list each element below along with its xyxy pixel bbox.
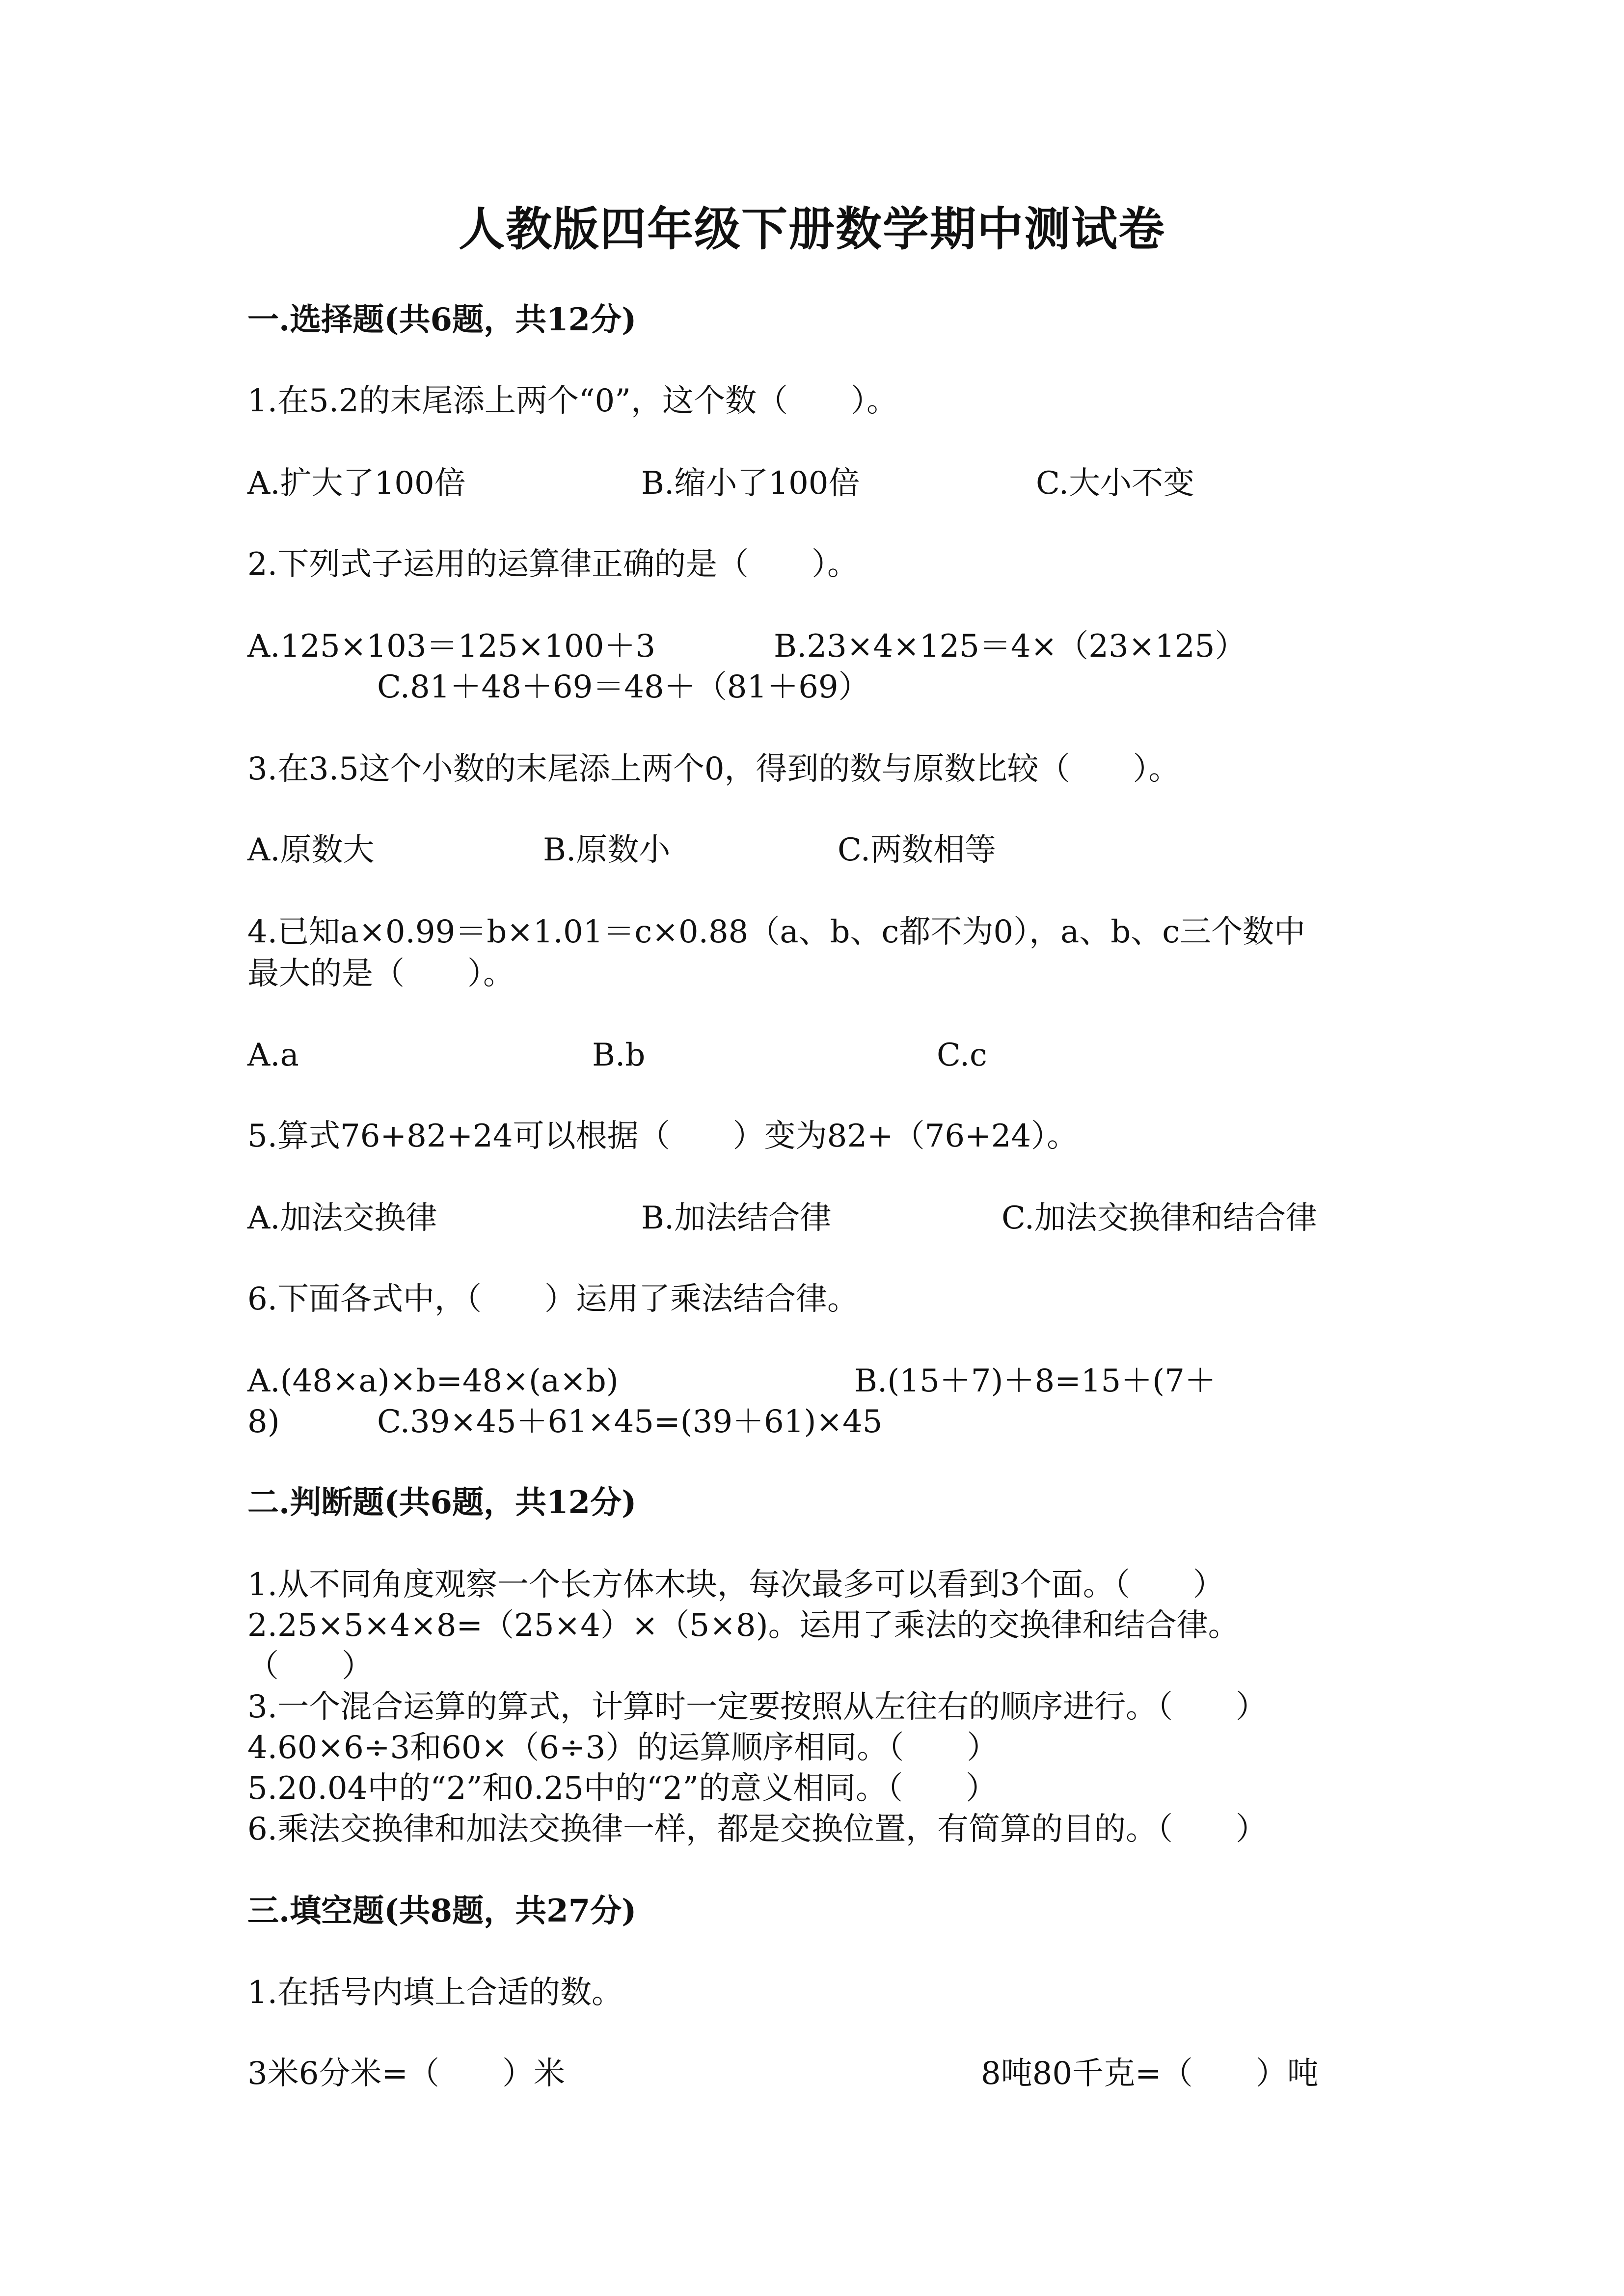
q2-option-a: A.125×103＝125×100＋3 (247, 628, 656, 665)
page-title: 人教版四年级下册数学期中测试卷 (458, 202, 1165, 256)
q3-option-c: C.两数相等 (838, 832, 997, 868)
judge-item-1: 1.从不同角度观察一个长方体木块，每次最多可以看到3个面。（ ） (247, 1567, 1224, 1603)
judge-item-4: 4.60×6÷3和60×（6÷3）的运算顺序相同。（ ） (247, 1730, 999, 1766)
judge-item-6: 6.乘法交换律和加法交换律一样，都是交换位置，有简算的目的。（ ） (247, 1811, 1268, 1847)
q1-option-c: C.大小不变 (1036, 465, 1195, 502)
section-heading-fill: 三.填空题(共8题，共27分) (247, 1893, 637, 1929)
fill-q1-right: 8吨80千克=（ ）吨 (981, 2056, 1319, 2092)
fill-q1-left: 3米6分米=（ ）米 (247, 2056, 566, 2092)
q2-option-b: B.23×4×125＝4×（23×125） (774, 628, 1246, 665)
q4-stem-line1: 4.已知a×0.99＝b×1.01＝c×0.88（a、b、c都不为0），a、b、c三个数中 (247, 914, 1306, 950)
q5-option-a: A.加法交换律 (247, 1200, 437, 1236)
q3-option-a: A.原数大 (247, 832, 375, 868)
judge-item-3: 3.一个混合运算的算式，计算时一定要按照从左往右的顺序进行。（ ） (247, 1689, 1268, 1725)
q6-option-c: C.39×45＋61×45=(39＋61)×45 (377, 1404, 883, 1440)
q3-option-b: B.原数小 (543, 832, 671, 868)
fill-q1-stem: 1.在括号内填上合适的数。 (247, 1975, 623, 2011)
judge-item-2-bracket: （ ） (247, 1648, 373, 1684)
judge-item-2: 2.25×5×4×8=（25×4）×（5×8)。运用了乘法的交换律和结合律。 (247, 1607, 1240, 1644)
q4-option-b: B.b (592, 1037, 646, 1073)
q1-option-b: B.缩小了100倍 (641, 465, 860, 502)
q4-option-a: A.a (247, 1037, 299, 1073)
q3-stem: 3.在3.5这个小数的末尾添上两个0，得到的数与原数比较（ ）。 (247, 751, 1180, 787)
q6-option-b: B.(15＋7)＋8=15＋(7＋ (854, 1363, 1216, 1399)
section-heading-judge: 二.判断题(共6题，共12分) (247, 1484, 637, 1521)
q2-stem: 2.下列式子运用的运算律正确的是（ ）。 (247, 546, 859, 583)
q4-option-c: C.c (937, 1037, 987, 1073)
section-heading-choice: 一.选择题(共6题，共12分) (247, 301, 637, 338)
q4-stem-line2: 最大的是（ ）。 (247, 956, 514, 992)
q1-option-a: A.扩大了100倍 (247, 465, 466, 502)
q6-stem: 6.下面各式中，（ ）运用了乘法结合律。 (247, 1281, 859, 1317)
q1-stem: 1.在5.2的末尾添上两个“0”，这个数（ ）。 (247, 383, 898, 419)
q2-option-c: C.81＋48＋69＝48＋（81＋69） (377, 669, 870, 705)
q6-option-a: A.(48×a)×b=48×(a×b) (247, 1363, 619, 1399)
q5-option-b: B.加法结合律 (641, 1200, 832, 1236)
q5-stem: 5.算式76+82+24可以根据（ ）变为82+（76+24）。 (247, 1118, 1079, 1154)
judge-item-5: 5.20.04中的“2”和0.25中的“2”的意义相同。（ ） (247, 1770, 998, 1807)
q6-option-b-wrap: 8) (247, 1404, 280, 1440)
q5-option-c: C.加法交换律和结合律 (1001, 1200, 1318, 1236)
